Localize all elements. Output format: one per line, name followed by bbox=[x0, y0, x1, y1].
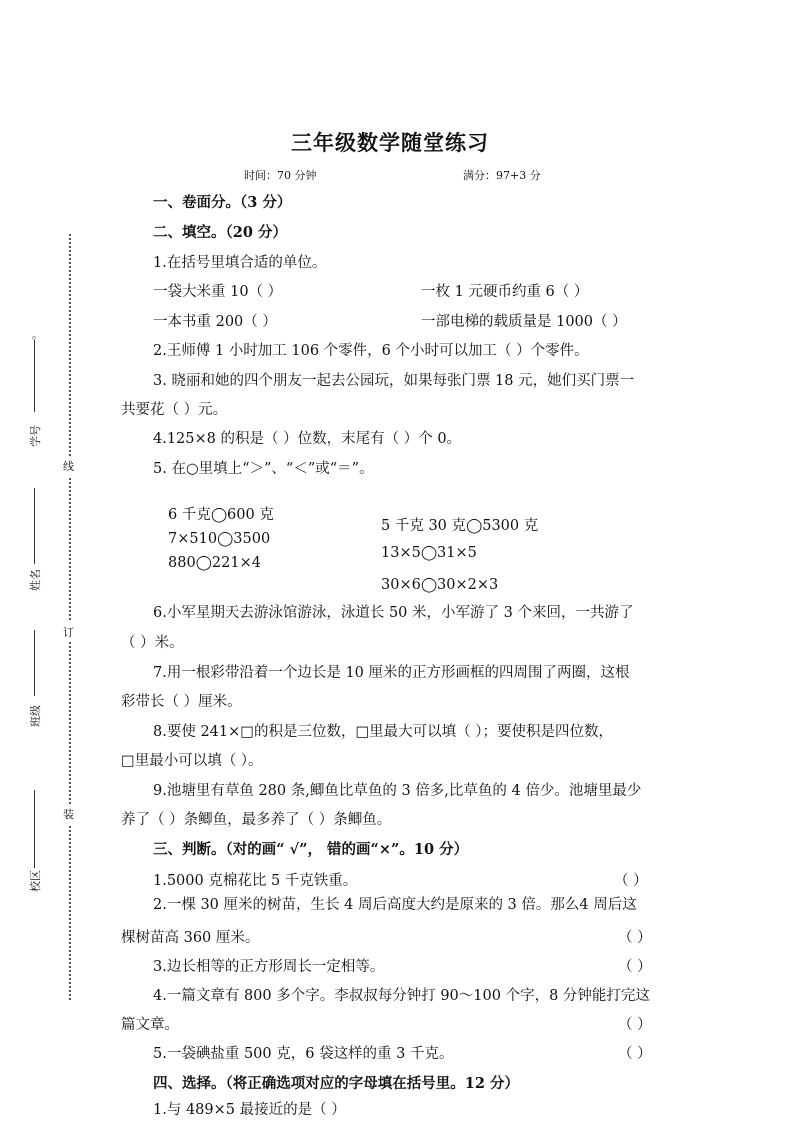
fill-q1b: 一枚 1 元硬币约重 6（ ） bbox=[421, 284, 589, 300]
xuehao-line bbox=[34, 340, 35, 412]
fill-q7-line1: 7.用一根彩带沿着一个边长是 10 厘米的正方形画框的四周围了两圈，这根 bbox=[153, 665, 630, 681]
fill-q3-line2: 共要花（ ）元。 bbox=[121, 402, 228, 418]
judge-2-line2: 棵树苗高 360 厘米。 bbox=[121, 930, 260, 946]
judge-4-line2: 篇文章。 bbox=[121, 1017, 179, 1033]
fill-q4: 4.125×8 的积是（ ）位数，末尾有（ ）个 0。 bbox=[153, 431, 462, 447]
compare-3: 880◯221×4 bbox=[168, 555, 261, 571]
fill-q1a: 一袋大米重 10（ ） bbox=[153, 284, 283, 300]
xuehao-dot: 。 bbox=[32, 328, 43, 341]
fill-q8-line2: □里最小可以填（ ）。 bbox=[121, 753, 263, 769]
fill-q6-line2: （ ）米。 bbox=[121, 635, 184, 651]
page-title: 三年级数学随堂练习 bbox=[291, 130, 489, 155]
judge-1-paren: （ ） bbox=[614, 873, 648, 889]
fill-q7-line2: 彩带长（ ）厘米。 bbox=[121, 694, 242, 710]
compare-4: 5 千克 30 克◯5300 克 bbox=[381, 518, 539, 534]
xiaoqu-line bbox=[34, 790, 35, 868]
fill-q9-line2: 养了（ ）条鲫鱼，最多养了（ ）条鲫鱼。 bbox=[121, 812, 392, 828]
xuehao-label: 学号 bbox=[29, 425, 42, 447]
judge-4-line1: 4.一篇文章有 800 多个字。李叔叔每分钟打 90～100 个字，8 分钟能打完这 bbox=[153, 988, 650, 1004]
binding-mark-ding: 订 bbox=[63, 622, 74, 642]
xingming-line bbox=[34, 488, 35, 564]
compare-2: 7×510◯3500 bbox=[168, 531, 271, 547]
section-1-heading: 一、卷面分。（3 分） bbox=[153, 194, 292, 211]
section-2-heading: 二、填空。（20 分） bbox=[153, 224, 287, 241]
binding-mark-xian: 线 bbox=[63, 456, 74, 476]
compare-6: 30×6◯30×2×3 bbox=[381, 577, 499, 593]
binding-dotted-line bbox=[69, 234, 71, 1000]
judge-2-line1: 2.一棵 30 厘米的树苗，生长 4 周后高度大约是原来的 3 倍。那么4 周后这 bbox=[153, 897, 637, 913]
xiaoqu-label: 校区 bbox=[29, 870, 42, 892]
judge-3: 3.边长相等的正方形周长一定相等。 bbox=[153, 959, 385, 975]
fill-q9-line1: 9.池塘里有草鱼 280 条,鲫鱼比草鱼的 3 倍多,比草鱼的 4 倍少。池塘里最少 bbox=[153, 783, 642, 799]
time-limit: 时间：70 分钟 bbox=[244, 169, 317, 182]
binding-mark-zhuang: 装 bbox=[63, 804, 74, 824]
judge-5-paren: （ ） bbox=[618, 1046, 652, 1062]
choose-1: 1.与 489×5 最接近的是（ ） bbox=[153, 1102, 346, 1118]
compare-5: 13×5◯31×5 bbox=[381, 545, 477, 561]
judge-5: 5.一袋碘盐重 500 克，6 袋这样的重 3 千克。 bbox=[153, 1046, 454, 1062]
fill-q3-line1: 3. 晓丽和她的四个朋友一起去公园玩，如果每张门票 18 元，她们买门票一 bbox=[153, 373, 635, 389]
judge-4-paren: （ ） bbox=[618, 1017, 652, 1033]
fill-q8-line1: 8.要使 241×□的积是三位数，□里最大可以填（ ）；要使积是四位数， bbox=[153, 724, 614, 740]
full-score: 满分：97+3 分 bbox=[463, 169, 541, 182]
banji-label: 班级 bbox=[29, 705, 42, 727]
fill-q1d: 一部电梯的载质量是 1000（ ） bbox=[421, 314, 627, 330]
section-3-heading: 三、判断。（对的画“ √”， 错的画“×”。10 分） bbox=[153, 841, 469, 858]
banji-line bbox=[34, 630, 35, 696]
judge-2-paren: （ ） bbox=[618, 930, 652, 946]
fill-q2: 2.王师傅 1 小时加工 106 个零件，6 个小时可以加工（ ）个零件。 bbox=[153, 343, 589, 359]
section-4-heading: 四、选择。（将正确选项对应的字母填在括号里。12 分） bbox=[153, 1075, 519, 1092]
fill-q6-line1: 6.小军星期天去游泳馆游泳，泳道长 50 米，小军游了 3 个来回，一共游了 bbox=[153, 605, 634, 621]
fill-q1c: 一本书重 200（ ） bbox=[153, 314, 277, 330]
compare-1: 6 千克◯600 克 bbox=[168, 507, 274, 523]
judge-1: 1.5000 克棉花比 5 千克铁重。 bbox=[153, 873, 358, 889]
judge-3-paren: （ ） bbox=[618, 959, 652, 975]
fill-q5: 5. 在○里填上“＞”、“＜”或“＝”。 bbox=[153, 461, 374, 477]
xingming-label: 姓名 bbox=[29, 569, 42, 591]
fill-q1: 1.在括号里填合适的单位。 bbox=[153, 255, 327, 271]
